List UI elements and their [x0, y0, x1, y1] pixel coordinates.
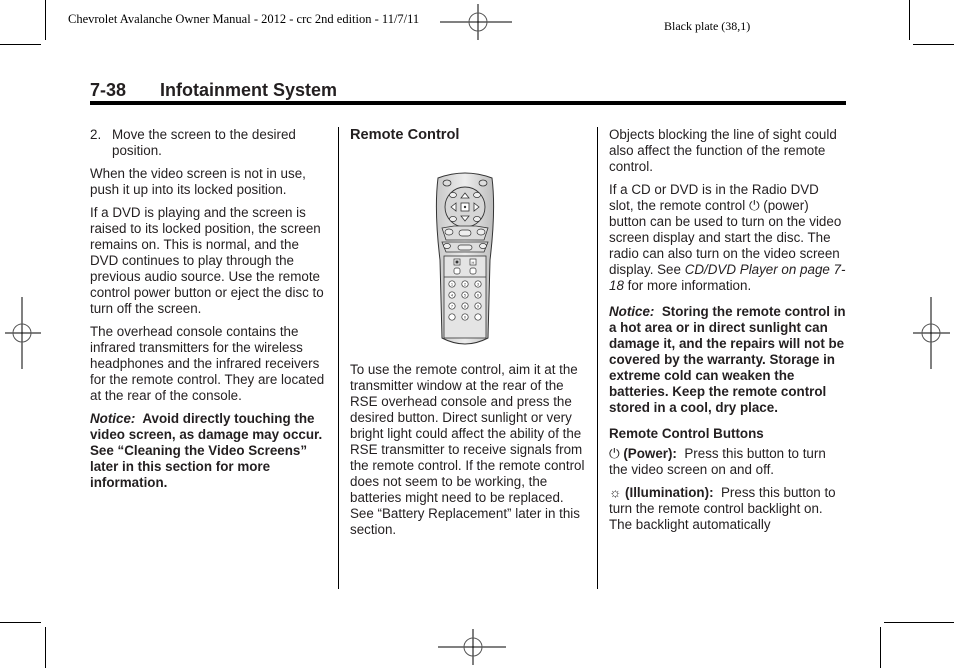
subheading-remote-buttons: Remote Control Buttons	[609, 426, 764, 441]
notice-text: Storing the remote control in a hot area or in direct sunlight can damage it, and the repairs will not be covered by the warranty. Storage in extreme cold can weaken the batteries. Keep the remote control stored in a cool, dry place.	[609, 304, 846, 415]
paragraph-dvd-playing: If a DVD is playing and the screen is raised to its locked position, the screen remains on. This is normal, and the DVD continues to play through the previous audio source. Use the remote control power button or eject the disc to turn off the screen.	[90, 205, 324, 316]
paragraph-overhead-console: The overhead console contains the infrared transmitters for the wireless headphones and the infrared receivers for the remote control. They are located at the rear of the console.	[90, 324, 325, 403]
button-text: Press this button to turn the remote control backlight on. The backlight automatically	[609, 485, 836, 532]
manual-title: Chevrolet Avalanche Owner Manual - 2012 - crc 2nd edition - 11/7/11	[68, 12, 420, 26]
svg-text:2: 2	[463, 281, 467, 287]
cross-reference-link[interactable]: CD/DVD Player on page 7-18	[609, 262, 846, 293]
step-2	[90, 127, 330, 159]
paragraph-line-of-sight: Objects blocking the line of sight could also affect the function of the remote control.	[609, 127, 837, 174]
crop-mark-top-left-h	[0, 44, 41, 45]
section-title-remote-control: Remote Control	[350, 127, 460, 143]
paragraph-radio-dvd	[609, 182, 847, 294]
button-description-illumination	[609, 485, 847, 533]
notice-label: Notice:	[90, 411, 136, 426]
power-icon: ⏻	[609, 446, 620, 461]
paragraph-using-remote: To use the remote control, aim it at the transmitter window at the rear of the RSE overhead console and press the desired button. Direct sunlight or very bright light could affect the ability of the RSE transmitter to receive signals from the remote control. If the remote control does not seem to be working, the batteries might need to be replaced. See “Battery Replacement” later in this section.	[350, 362, 585, 537]
svg-text:9: 9	[476, 303, 480, 309]
text-segment: If a CD or DVD is in the Radio DVD slot, the remote control	[609, 182, 819, 213]
crop-mark-bottom-right-h	[884, 622, 954, 623]
crop-mark-top-right-v	[909, 0, 910, 40]
column-3	[609, 127, 847, 540]
button-description-power	[609, 446, 847, 478]
chapter-title: Infotainment System	[160, 80, 338, 100]
page-number: 7-38	[90, 80, 127, 100]
paragraph-locked-position: When the video screen is not in use, push it up into its locked position.	[90, 166, 306, 197]
column-divider-2	[597, 127, 598, 589]
button-label: (Illumination):	[625, 485, 714, 500]
svg-text:0: 0	[463, 314, 467, 320]
step-number: 2.	[90, 127, 102, 142]
remote-control-illustration	[432, 170, 498, 348]
registration-mark-bottom	[438, 625, 510, 668]
crop-mark-bottom-right-v	[880, 627, 881, 668]
button-text: Press this button to turn the video screen on and off.	[609, 446, 826, 477]
registration-mark-left	[0, 295, 44, 375]
notice-video-screen	[90, 411, 330, 491]
step-text: Move the screen to the desired position.	[112, 127, 296, 158]
heading-rule	[90, 101, 846, 105]
page-heading	[90, 80, 337, 101]
notice-storage	[609, 304, 847, 416]
crop-mark-top-right-h	[913, 44, 954, 45]
svg-text:3: 3	[476, 281, 480, 287]
plate-label: Black plate (38,1)	[664, 19, 751, 33]
svg-text:8: 8	[463, 303, 467, 309]
crop-mark-bottom-left-h	[0, 622, 41, 623]
illumination-icon: ☼	[609, 485, 622, 500]
svg-text:H: H	[471, 260, 475, 265]
svg-text:5: 5	[463, 292, 467, 298]
crop-mark-bottom-left-v	[45, 627, 46, 668]
column-divider-1	[338, 127, 339, 589]
svg-text:4: 4	[450, 292, 454, 298]
notice-text: Avoid directly touching the video screen, as damage may occur. See “Cleaning the Video Screens” later in this section for more information.	[90, 411, 323, 490]
svg-text:1: 1	[450, 281, 454, 287]
svg-text:7: 7	[450, 303, 454, 309]
registration-mark-right	[910, 295, 954, 375]
column-1	[90, 127, 330, 498]
column-2-body	[350, 362, 590, 545]
crop-mark-top-left-v	[45, 0, 46, 40]
registration-mark-top	[440, 0, 516, 42]
button-label: (Power):	[623, 446, 677, 461]
svg-text:6: 6	[476, 292, 480, 298]
column-2	[350, 127, 590, 150]
notice-label: Notice:	[609, 304, 655, 319]
text-segment: for more information.	[627, 278, 752, 293]
text-segment: (power) button can be used to turn on the video screen display and start the disc. The radio can also turn on the video screen display. See	[609, 198, 842, 277]
power-icon: ⏻	[748, 198, 760, 213]
